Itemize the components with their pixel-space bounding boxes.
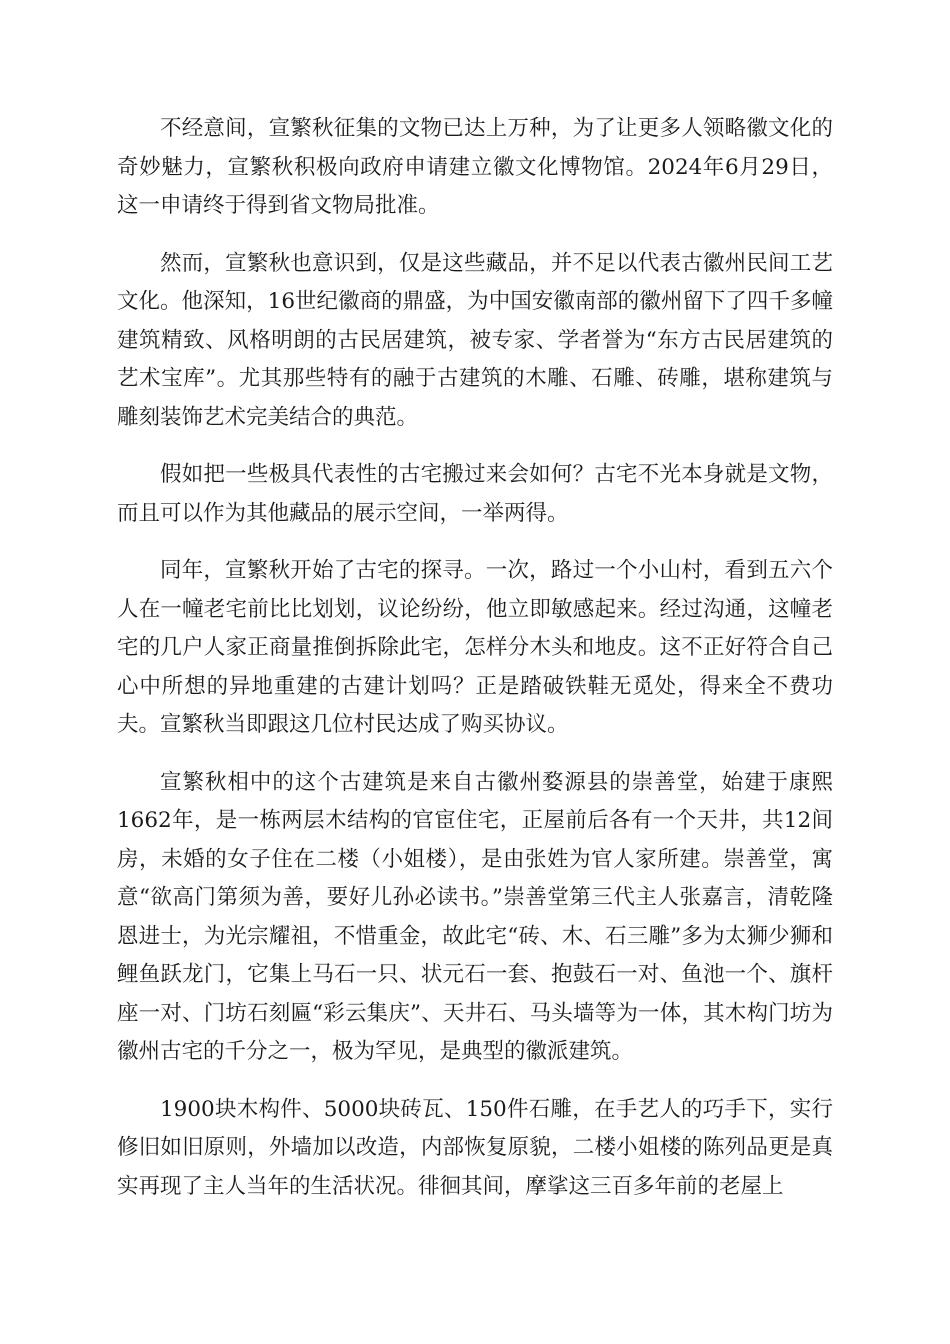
- paragraph-1: 不经意间，宣繁秋征集的文物已达上万种，为了让更多人领略徽文化的奇妙魅力，宣繁秋积极向政府申请建立徽文化博物馆。2024年6月29日，这一申请终于得到省文物局批准。: [117, 116, 833, 218]
- paragraph-4: 同年，宣繁秋开始了古宅的探寻。一次，路过一个小山村，看到五六个人在一幢老宅前比比划划，议论纷纷，他立即敏感起来。经过沟通，这幢老宅的几户人家正商量推倒拆除此宅，怎样分木头和地皮。这不正好符合自己心中所想的异地重建的古建计划吗？正是踏破铁鞋无觅处，得来全不费功夫。宣繁秋当即跟这几位村民达成了购买协议。: [117, 558, 833, 737]
- paragraph-6: 1900块木构件、5000块砖瓦、150件石雕，在手艺人的巧手下，实行修旧如旧原则，外墙加以改造，内部恢复原貌，二楼小姐楼的陈列品更是真实再现了主人当年的生活状况。徘徊其间，摩挲这三百多年前的老屋上: [117, 1096, 833, 1199]
- paragraph-2: 然而，宣繁秋也意识到，仅是这些藏品，并不足以代表古徽州民间工艺文化。他深知，16世纪徽商的鼎盛，为中国安徽南部的徽州留下了四千多幢建筑精致、风格明朗的古民居建筑，被专家、学者誉为“东方古民居建筑的艺术宝库”。尤其那些特有的融于古建筑的木雕、石雕、砖雕，堪称建筑与雕刻装饰艺术完美结合的典范。: [117, 250, 833, 430]
- paragraph-5: 宣繁秋相中的这个古建筑是来自古徽州婺源县的崇善堂，始建于康熙1662年，是一栋两层木结构的官宦住宅，正屋前后各有一个天井，共12间房，未婚的女子住在二楼（小姐楼），是由张姓为官人家所建。崇善堂，寓意“欲高门第须为善，要好儿孙必读书。”崇善堂第三代主人张嘉言，清乾隆恩进士，为光宗耀祖，不惜重金，故此宅“砖、木、石三雕”多为太狮少狮和鲤鱼跃龙门，它集上马石一只、状元石一套、抱鼓石一对、鱼池一个、旗杆座一对、门坊石刻匾“彩云集庆”、天井石、马头墙等为一体，其木构门坊为徽州古宅的千分之一，极为罕见，是典型的徽派建筑。: [117, 769, 833, 1064]
- article-body: [117, 110, 833, 1225]
- paragraph-3: 假如把一些极具代表性的古宅搬过来会如何？古宅不光本身就是文物，而且可以作为其他藏品的展示空间，一举两得。: [117, 462, 833, 526]
